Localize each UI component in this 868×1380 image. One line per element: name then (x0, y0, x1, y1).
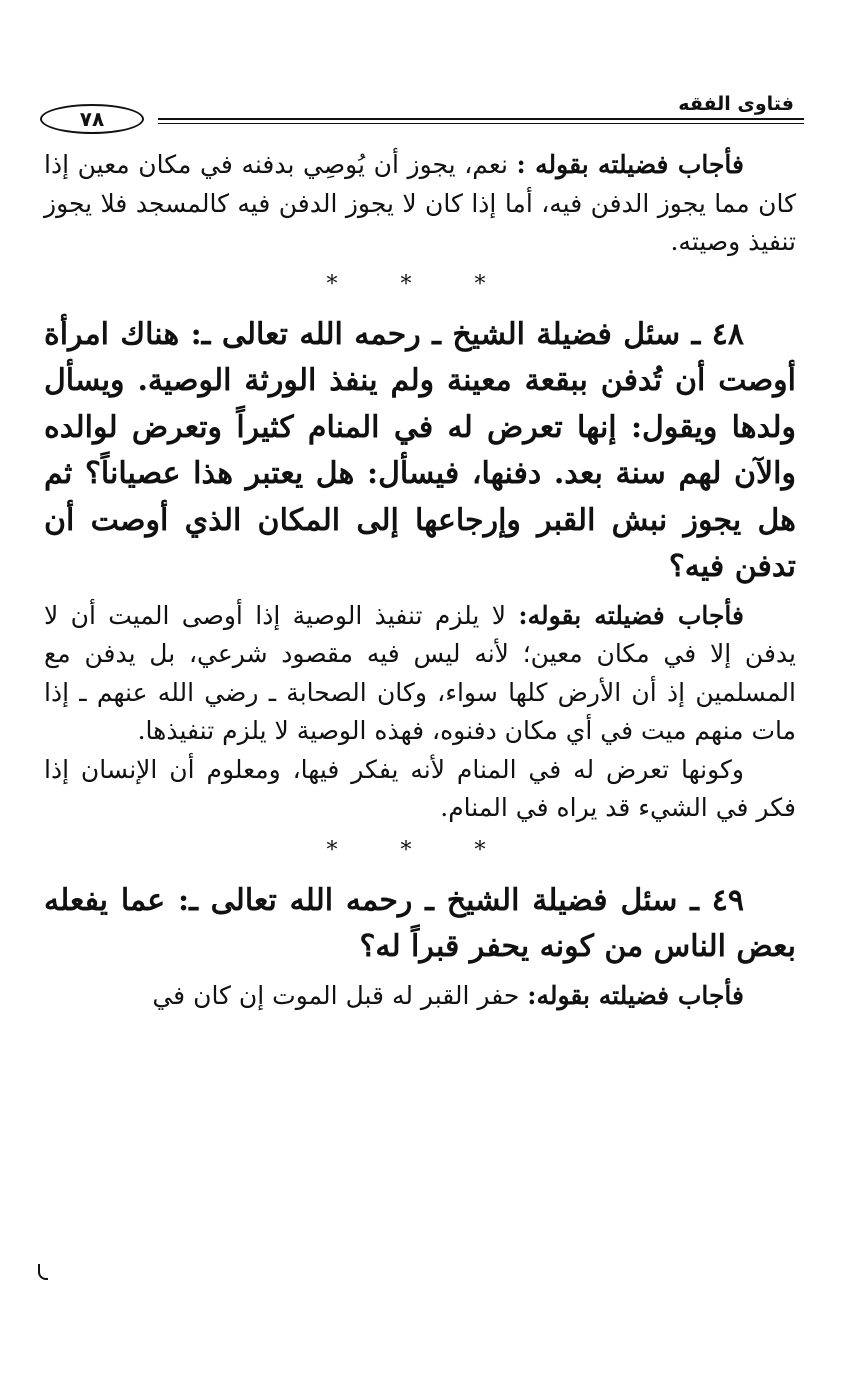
answer-lead: فأجاب فضيلته بقوله : (516, 150, 744, 179)
header-rule-thin (158, 123, 804, 124)
answer-lead: فأجاب فضيلته بقوله: (527, 980, 744, 1010)
answer-paragraph-49 (44, 977, 796, 1016)
answer-paragraph-48-continued: وكونها تعرض له في المنام لأنه يفكر فيها، ومعلوم أن الإنسان إذا فكر في الشيء قد يراه في المنام. (44, 754, 796, 822)
question-48: ٤٨ ـ سئل فضيلة الشيخ ـ رحمه الله تعالى ـ: هناك امرأة أوصت أن تُدفن ببقعة معينة ولم ينفذ الورثة الوصية. ويسأل ولدها ويقول: إنها تعرض له في المنام كثيراً وتعرض لوالده والآن لهم سنة بعد. دفنها، فيسأل: هل يعتبر هذا عصياناً؟ ثم هل يجوز نبش القبر وإرجاعها إلى المكان الذي أوصت أن تدفن فيه؟ (44, 316, 796, 584)
answer-lead: فأجاب فضيلته بقوله: (518, 600, 744, 630)
section-separator: * * * (326, 837, 514, 863)
answer-text: لا يلزم تنفيذ الوصية إذا أوصى الميت أن لا يدفن إلا في مكان معين؛ لأنه ليس فيه مقصود شرعي، بل يدفن مع المسلمين إذ أن الأرض كلها سواء، وكان الصحابة ـ رضي الله عنهم ـ إذا مات منهم ميت في أي مكان دفنوه، فهذه الوصية لا يلزم تنفيذها. (44, 600, 796, 745)
page-number-badge: ٧٨ (40, 104, 144, 134)
running-title: فتاوى الفقه (678, 93, 794, 115)
answer-text: حفر القبر له قبل الموت إن كان في (152, 980, 528, 1010)
section-separator: * * * (326, 271, 514, 297)
header-rule-thick (158, 118, 804, 120)
answer-text: نعم، يجوز أن يُوصِي بدفنه في مكان معين إذا كان مما يجوز الدفن فيه، أما إذا كان لا يجوز الدفن فيه كالمسجد فلا يجوز تنفيذ وصيته. (44, 150, 796, 256)
answer-paragraph-47 (44, 146, 796, 262)
page-corner-mark (38, 1264, 48, 1280)
question-49: ٤٩ ـ سئل فضيلة الشيخ ـ رحمه الله تعالى ـ: عما يفعله بعض الناس من كونه يحفر قبراً له؟ (44, 882, 796, 964)
page-body (44, 146, 796, 1015)
page-header (40, 92, 808, 132)
answer-paragraph-48 (44, 597, 796, 751)
